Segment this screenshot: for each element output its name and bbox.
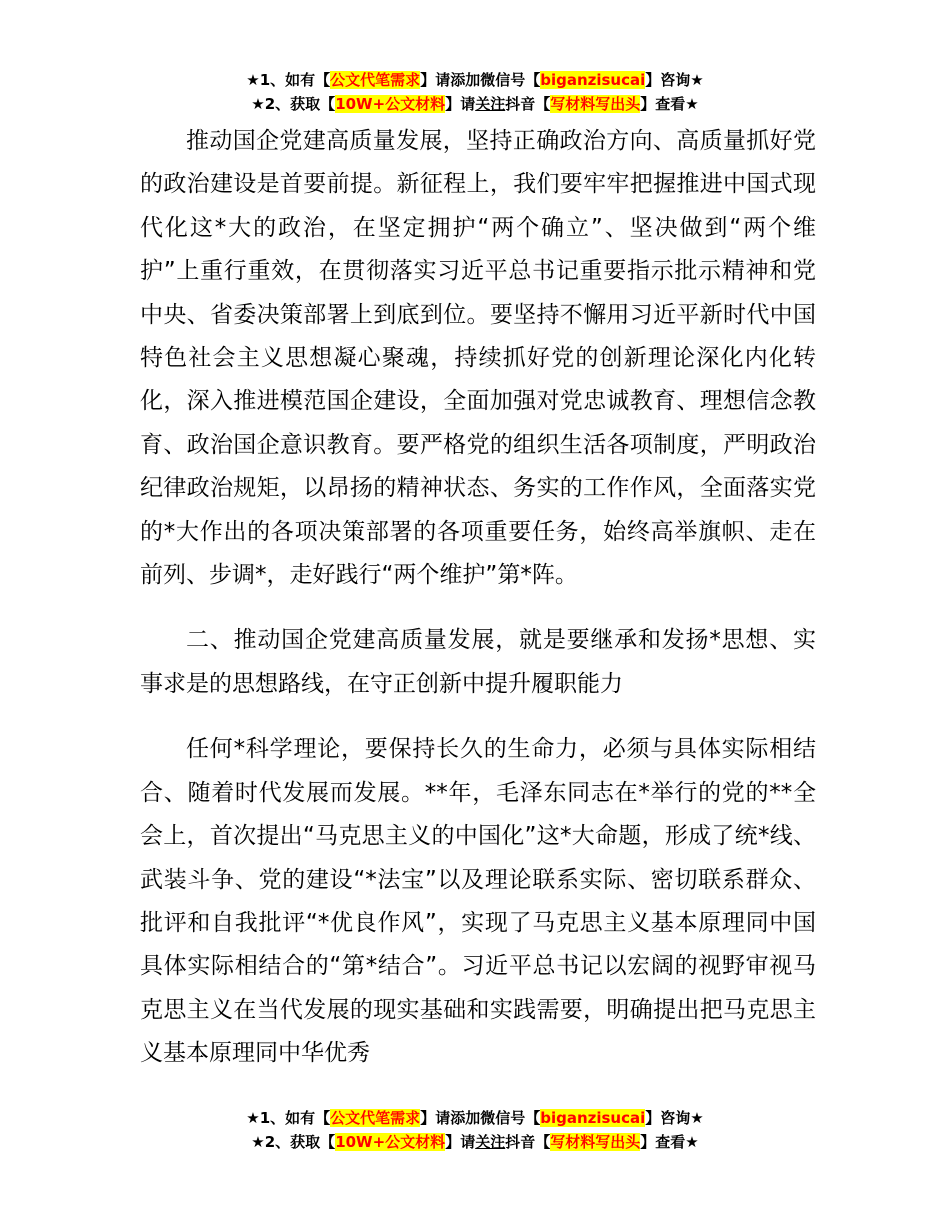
document-body: [140, 120, 816, 1076]
highlight-ghostwriting: 公文代笔需求: [330, 71, 421, 89]
highlight-materials: 10W+公文材料: [335, 1133, 446, 1151]
highlight-douyin: 写材料写出头: [550, 95, 641, 113]
highlight-douyin: 写材料写出头: [550, 1133, 641, 1151]
section-heading: 二、推动国企党建高质量发展，就是要继承和发扬*思想、实事求是的思想路线，在守正创新中提升履职能力: [140, 627, 816, 697]
banner-line-1: ★1、如有【公文代笔需求】请添加微信号【biganzisucai】咨询★: [246, 1109, 704, 1127]
paragraph: 推动国企党建高质量发展，坚持正确政治方向、高质量抓好党的政治建设是首要前提。新征程上，我们要牢牢把握推进中国式现代化这*大的政治，在坚定拥护“两个确立”、坚决做到“两个维护”上重行重效，在贯彻落实习近平总书记重要指示批示精神和党中央、省委决策部署上到底到位。要坚持不懈用习近平新时代中国特色社会主义思想凝心聚魂，持续抓好党的创新理论深化内化转化，深入推进模范国企建设，全面加强对党忠诚教育、理想信念教育、政治国企意识教育。要严格党的组织生活各项制度，严明政治纪律政治规矩，以昂扬的精神状态、务实的工作作风，全面落实党的*大作出的各项决策部署的各项重要任务，始终高举旗帜、走在前列、步调*，走好践行“两个维护”第*阵。: [140, 128, 816, 589]
underlined-follow: 关注: [475, 1133, 506, 1151]
banner-line-2: ★2、获取【10W+公文材料】请关注抖音【写材料写出头】查看★: [251, 1133, 699, 1151]
highlight-wechat-id: biganzisucai: [540, 1109, 646, 1127]
header-banner: [0, 68, 950, 116]
footer-banner: [0, 1106, 950, 1154]
underlined-follow: 关注: [475, 95, 506, 113]
banner-line-2: ★2、获取【10W+公文材料】请关注抖音【写材料写出头】查看★: [251, 95, 699, 113]
highlight-ghostwriting: 公文代笔需求: [330, 1109, 421, 1127]
banner-line-1: ★1、如有【公文代笔需求】请添加微信号【biganzisucai】咨询★: [246, 71, 704, 89]
highlight-materials: 10W+公文材料: [335, 95, 446, 113]
paragraph: 任何*科学理论，要保持长久的生命力，必须与具体实际相结合、随着时代发展而发展。**年，毛泽东同志在*举行的党的**全会上，首次提出“马克思主义的中国化”这*大命题，形成了统*线、武装斗争、党的建设“*法宝”以及理论联系实际、密切联系群众、批评和自我批评“*优良作风”，实现了马克思主义基本原理同中国具体实际相结合的“第*结合”。习近平总书记以宏阔的视野审视马克思主义在当代发展的现实基础和实践需要，明确提出把马克思主义基本原理同中华优秀: [140, 736, 816, 1067]
highlight-wechat-id: biganzisucai: [540, 71, 646, 89]
